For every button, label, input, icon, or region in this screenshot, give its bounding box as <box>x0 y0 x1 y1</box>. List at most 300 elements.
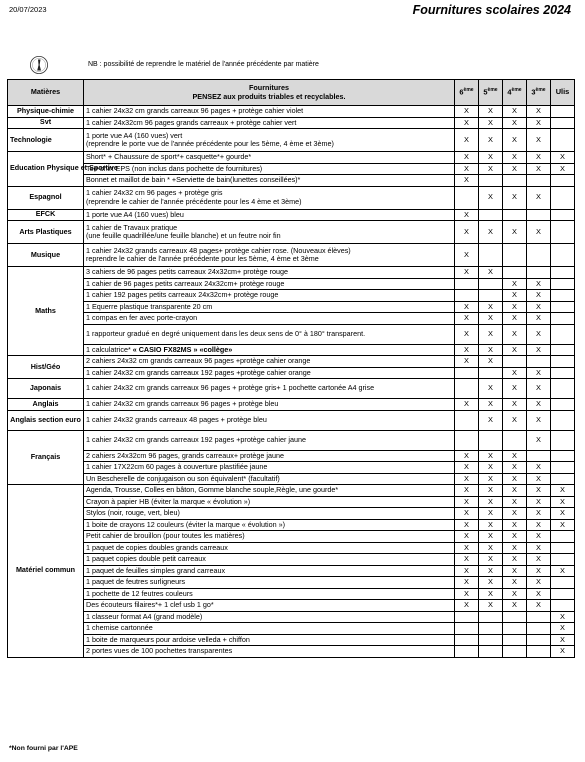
subject-cell: EFCK <box>8 209 84 221</box>
grade-mark-cell: X <box>455 473 479 485</box>
grade-mark-cell: X <box>527 117 551 129</box>
grade-mark-cell <box>551 577 575 589</box>
grade-mark-cell <box>551 554 575 566</box>
grade-mark-cell: X <box>503 462 527 474</box>
grade-mark-cell: X <box>455 344 479 356</box>
table-row <box>8 399 575 411</box>
subject-cell: Education Physique et Sportive <box>8 152 84 187</box>
item-cell <box>84 186 455 209</box>
grade-mark-cell: X <box>527 106 551 118</box>
item-line: 1 cahier 24x32 cm grands carreaux 96 pages + protège gris+ 1 pochette cartonée A4 grise <box>86 383 375 393</box>
header-fournitures-note: PENSEZ aux produits triables et recyclables. <box>192 91 346 101</box>
header-fournitures-title: Fournitures <box>249 82 289 92</box>
grade-mark-cell <box>455 410 479 430</box>
header-ulis <box>551 80 575 106</box>
grade-mark-cell <box>479 209 503 221</box>
grade-mark-cell: X <box>479 554 503 566</box>
grade-mark-cell: X <box>527 485 551 497</box>
item-line: 2 cahiers 24x32 cm grands carreaux 96 pages +protège cahier orange <box>86 356 311 366</box>
grade-mark-cell <box>455 290 479 302</box>
grade-mark-cell: X <box>479 600 503 612</box>
grade-mark-cell <box>479 367 503 379</box>
table-row <box>8 152 575 164</box>
grade-mark-cell: X <box>455 152 479 164</box>
grade-mark-cell: X <box>455 531 479 543</box>
table-row <box>8 600 575 612</box>
supplies-body <box>8 106 575 658</box>
item-cell <box>84 117 455 129</box>
subject-cell: Japonais <box>8 379 84 399</box>
grade-mark-cell: X <box>503 221 527 244</box>
grade-mark-cell: X <box>503 450 527 462</box>
item-line: 1 chemise cartonnée <box>86 623 153 633</box>
item-line: Tee-shirt EPS (non inclus dans pochette de fournitures) <box>86 163 263 173</box>
table-row <box>8 129 575 152</box>
grade-mark-cell: X <box>455 588 479 600</box>
grade-mark-cell <box>479 290 503 302</box>
item-cell <box>84 313 455 325</box>
grade-suffix: ème <box>511 87 522 94</box>
grade-mark-cell: X <box>479 344 503 356</box>
grade-mark-cell: X <box>527 600 551 612</box>
item-line: (une feuille quadrillée/une feuille blanche) et un feutre noir fin <box>86 231 281 240</box>
header-grade-4 <box>503 80 527 106</box>
footnote: *Non fourni par l'APE <box>9 745 78 752</box>
table-row <box>8 267 575 279</box>
grade-mark-cell <box>455 278 479 290</box>
grade-mark-cell: X <box>551 611 575 623</box>
grade-mark-cell: X <box>455 450 479 462</box>
grade-mark-cell: X <box>503 129 527 152</box>
grade-mark-cell: X <box>503 163 527 175</box>
item-line: (reprendre le cahier de l'année précédente pour les 4 ème et 3ème) <box>86 196 302 206</box>
grade-mark-cell <box>527 646 551 658</box>
subject-cell: Espagnol <box>8 186 84 209</box>
grade-mark-cell: X <box>479 163 503 175</box>
grade-mark-cell: X <box>479 496 503 508</box>
table-row <box>8 565 575 577</box>
nb-note: NB : possibilité de reprendre le matériel de l'année précédente par matière <box>88 61 319 68</box>
grade-mark-cell: X <box>503 600 527 612</box>
table-row <box>8 278 575 290</box>
item-line: Un Bescherelle de conjugaison ou son équivalent* (facultatif) <box>86 473 280 483</box>
item-line: 1 cahier 17X22cm 60 pages à couverture plastifiée jaune <box>86 462 268 472</box>
item-line: reprendre le cahier de l'année précédente pour les 5ème, 4 ème et 3ème <box>86 254 319 263</box>
grade-mark-cell: X <box>455 129 479 152</box>
item-line: 1 cahier 192 pages petits carreaux 24x32cm+ protège rouge <box>86 290 279 300</box>
grade-mark-cell <box>551 531 575 543</box>
grade-mark-cell: X <box>455 496 479 508</box>
item-line: 1 cahier 24x32 grands carreaux 48 pages + protège bleu <box>86 414 267 424</box>
item-line: Stylos (noir, rouge, vert, bleu) <box>86 508 180 518</box>
item-line: 1 cahier 24x32 cm grands carreaux 96 pages + protège bleu <box>86 399 279 409</box>
item-line: 1 rapporteur gradué en degré uniquement dans les deux sens de 0° à 180° transparent. <box>86 328 366 338</box>
grade-mark-cell: X <box>455 600 479 612</box>
item-cell <box>84 531 455 543</box>
item-cell <box>84 634 455 646</box>
grade-mark-cell: X <box>527 278 551 290</box>
table-row <box>8 430 575 450</box>
grade-mark-cell: X <box>527 410 551 430</box>
table-header-row <box>8 80 575 106</box>
grade-mark-cell: X <box>455 221 479 244</box>
grade-mark-cell: X <box>479 186 503 209</box>
grade-mark-cell <box>551 290 575 302</box>
grade-mark-cell <box>455 611 479 623</box>
item-cell <box>84 290 455 302</box>
grade-mark-cell: X <box>455 175 479 187</box>
header-grade-5 <box>479 80 503 106</box>
item-cell <box>84 324 455 344</box>
item-cell <box>84 344 455 356</box>
item-line: 1 cahier 24x32 cm grands carreaux 192 pages +protège cahier orange <box>86 367 311 377</box>
table-row <box>8 379 575 399</box>
school-logo-icon <box>29 55 49 75</box>
grade-mark-cell <box>455 186 479 209</box>
subject-cell: Anglais <box>8 399 84 411</box>
subject-cell: Musique <box>8 244 84 267</box>
item-cell <box>84 508 455 520</box>
grade-mark-cell: X <box>551 496 575 508</box>
grade-mark-cell: X <box>479 565 503 577</box>
grade-mark-cell: X <box>527 129 551 152</box>
grade-mark-cell: X <box>527 163 551 175</box>
item-cell <box>84 473 455 485</box>
item-line: 1 paquet de feuilles simples grand carreaux <box>86 565 226 575</box>
item-line: 2 cahiers 24x32cm 96 pages, grands carreaux+ protège jaune <box>86 450 284 460</box>
table-row <box>8 531 575 543</box>
grade-mark-cell <box>479 175 503 187</box>
table-row <box>8 634 575 646</box>
grade-mark-cell: X <box>527 221 551 244</box>
table-row <box>8 221 575 244</box>
grade-mark-cell: X <box>527 577 551 589</box>
item-line: 1 boite de crayons 12 couleurs (éviter la marque « évolution ») <box>86 519 285 529</box>
table-row <box>8 450 575 462</box>
table-row <box>8 410 575 430</box>
grade-mark-cell: X <box>479 129 503 152</box>
subject-cell: Anglais section euro <box>8 410 84 430</box>
grade-mark-cell: X <box>527 152 551 164</box>
grade-mark-cell <box>551 186 575 209</box>
grade-mark-cell: X <box>503 410 527 430</box>
grade-mark-cell: X <box>551 565 575 577</box>
table-row <box>8 290 575 302</box>
item-cell <box>84 152 455 164</box>
item-cell <box>84 430 455 450</box>
grade-mark-cell: X <box>479 301 503 313</box>
item-cell <box>84 129 455 152</box>
grade-mark-cell <box>503 175 527 187</box>
item-cell <box>84 278 455 290</box>
subject-cell: Hist/Géo <box>8 356 84 379</box>
item-line: 1 cahier de Travaux pratique <box>86 222 178 232</box>
item-line: Petit cahier de brouillon (pour toutes les matières) <box>86 531 245 541</box>
grade-mark-cell <box>479 430 503 450</box>
grade-mark-cell: X <box>479 313 503 325</box>
grade-mark-cell: X <box>527 565 551 577</box>
grade-mark-cell <box>527 175 551 187</box>
grade-label: 3 <box>531 87 536 97</box>
grade-mark-cell: X <box>479 519 503 531</box>
grade-mark-cell: X <box>455 267 479 279</box>
item-cell <box>84 542 455 554</box>
grade-mark-cell: X <box>503 324 527 344</box>
item-line: 1 cahier 24x32 cm 96 pages + protège gris <box>86 188 223 198</box>
grade-mark-cell <box>551 430 575 450</box>
grade-mark-cell <box>503 646 527 658</box>
grade-mark-cell <box>551 600 575 612</box>
grade-mark-cell: X <box>479 531 503 543</box>
grade-mark-cell: X <box>479 117 503 129</box>
grade-mark-cell: X <box>527 399 551 411</box>
item-cell <box>84 399 455 411</box>
grade-mark-cell: X <box>479 450 503 462</box>
item-line: 2 portes vues de 100 pochettes transparentes <box>86 646 233 656</box>
grade-mark-cell: X <box>479 542 503 554</box>
item-cell <box>84 496 455 508</box>
grade-mark-cell <box>551 129 575 152</box>
grade-mark-cell <box>551 588 575 600</box>
grade-mark-cell: X <box>503 186 527 209</box>
item-cell <box>84 623 455 635</box>
grade-mark-cell <box>551 450 575 462</box>
grade-mark-cell: X <box>455 554 479 566</box>
grade-mark-cell <box>551 117 575 129</box>
grade-mark-cell: X <box>479 379 503 399</box>
grade-mark-cell <box>551 410 575 430</box>
table-row <box>8 554 575 566</box>
grade-mark-cell: X <box>503 577 527 589</box>
grade-mark-cell <box>503 209 527 221</box>
grade-mark-cell: X <box>527 313 551 325</box>
item-line: 1 porte vue A4 (160 vues) bleu <box>86 209 184 219</box>
grade-mark-cell: X <box>479 356 503 368</box>
grade-mark-cell: X <box>503 588 527 600</box>
item-cell <box>84 410 455 430</box>
grade-mark-cell <box>503 611 527 623</box>
document-date: 20/07/2023 <box>9 5 47 14</box>
grade-mark-cell: X <box>479 221 503 244</box>
item-line: 1 porte vue A4 (160 vues) vert <box>86 130 183 140</box>
item-cell <box>84 600 455 612</box>
grade-mark-cell: X <box>503 278 527 290</box>
grade-mark-cell: X <box>503 473 527 485</box>
table-row <box>8 473 575 485</box>
grade-mark-cell <box>527 623 551 635</box>
grade-mark-cell: X <box>527 379 551 399</box>
grade-mark-cell: X <box>527 519 551 531</box>
subject-cell: Matériel commun <box>8 485 84 658</box>
item-cell <box>84 462 455 474</box>
grade-mark-cell <box>479 623 503 635</box>
item-cell <box>84 301 455 313</box>
grade-mark-cell <box>503 267 527 279</box>
grade-mark-cell <box>551 473 575 485</box>
item-cell <box>84 565 455 577</box>
grade-label: 5 <box>483 87 488 97</box>
grade-mark-cell <box>479 646 503 658</box>
item-cell <box>84 450 455 462</box>
grade-mark-cell: X <box>479 106 503 118</box>
subject-cell: Svt <box>8 117 84 129</box>
item-line: 1 cahier 24x32cm 96 pages grands carreaux + protège cahier vert <box>86 117 297 127</box>
grade-mark-cell <box>455 379 479 399</box>
grade-mark-cell: X <box>455 542 479 554</box>
table-row <box>8 117 575 129</box>
supplies-table <box>7 79 575 658</box>
grade-mark-cell <box>455 430 479 450</box>
grade-mark-cell: X <box>479 462 503 474</box>
grade-label: 4 <box>507 87 512 97</box>
grade-mark-cell <box>551 344 575 356</box>
item-line: 1 calculatrice* « CASIO FX82MS » «collège» <box>86 344 233 354</box>
grade-mark-cell <box>551 462 575 474</box>
table-row <box>8 356 575 368</box>
grade-mark-cell: X <box>503 508 527 520</box>
item-line: Crayon à papier HB (éviter la marque « évolution ») <box>86 496 251 506</box>
grade-mark-cell <box>479 278 503 290</box>
grade-mark-cell <box>527 267 551 279</box>
subject-cell: Arts Plastiques <box>8 221 84 244</box>
grade-mark-cell: X <box>527 430 551 450</box>
grade-mark-cell <box>455 623 479 635</box>
grade-mark-cell: X <box>455 313 479 325</box>
grade-label: Ulis <box>555 87 570 97</box>
table-row <box>8 367 575 379</box>
grade-suffix: ème <box>487 87 498 94</box>
grade-mark-cell <box>455 367 479 379</box>
item-line: 1 cahier de 96 pages petits carreaux 24x32cm+ protège rouge <box>86 278 285 288</box>
table-row <box>8 163 575 175</box>
item-line: 1 classeur format A4 (grand modèle) <box>86 611 203 621</box>
grade-mark-cell <box>455 646 479 658</box>
grade-mark-cell <box>551 267 575 279</box>
grade-mark-cell: X <box>479 152 503 164</box>
item-cell <box>84 163 455 175</box>
grade-mark-cell: X <box>455 324 479 344</box>
item-line: 1 cahier 24x32 cm grands carreaux 96 pages + protège cahier violet <box>86 106 304 116</box>
grade-mark-cell: X <box>479 485 503 497</box>
item-line: Des écouteurs filaires*+ 1 clef usb 1 go* <box>86 600 214 610</box>
grade-mark-cell: X <box>455 519 479 531</box>
subject-cell: Maths <box>8 267 84 356</box>
subject-cell: Physique-chimie <box>8 106 84 118</box>
subject-cell: Technologie <box>8 129 84 152</box>
grade-mark-cell <box>551 313 575 325</box>
grade-mark-cell: X <box>455 244 479 267</box>
grade-suffix: ème <box>535 87 546 94</box>
table-row <box>8 462 575 474</box>
grade-mark-cell: X <box>455 485 479 497</box>
grade-mark-cell: X <box>551 623 575 635</box>
grade-mark-cell: X <box>503 554 527 566</box>
grade-mark-cell: X <box>503 399 527 411</box>
table-row <box>8 496 575 508</box>
grade-mark-cell: X <box>527 324 551 344</box>
grade-mark-cell: X <box>479 324 503 344</box>
table-row <box>8 244 575 267</box>
table-row <box>8 519 575 531</box>
header-matieres: Matières <box>8 80 84 106</box>
grade-mark-cell: X <box>455 163 479 175</box>
grade-mark-cell <box>551 106 575 118</box>
table-row <box>8 175 575 187</box>
table-row <box>8 623 575 635</box>
grade-mark-cell: X <box>455 301 479 313</box>
grade-mark-cell <box>503 356 527 368</box>
grade-mark-cell: X <box>551 646 575 658</box>
grade-mark-cell <box>479 634 503 646</box>
table-row <box>8 485 575 497</box>
item-line: 1 compas en fer avec porte-crayon <box>86 313 198 323</box>
table-row <box>8 611 575 623</box>
grade-mark-cell: X <box>503 496 527 508</box>
grade-mark-cell: X <box>551 634 575 646</box>
table-row <box>8 646 575 658</box>
grade-mark-cell <box>551 244 575 267</box>
item-line: Bonnet et maillot de bain * +Serviette de bain(lunettes conseillées)* <box>86 175 301 185</box>
item-cell <box>84 485 455 497</box>
grade-mark-cell <box>527 244 551 267</box>
grade-mark-cell <box>551 399 575 411</box>
grade-mark-cell: X <box>479 473 503 485</box>
grade-mark-cell: X <box>455 356 479 368</box>
item-cell <box>84 356 455 368</box>
item-line: 1 paquet copies double petit carreaux <box>86 554 206 564</box>
item-line: Agenda, Trousse, Colles en bâton, Gomme blanche souple,Règle, une gourde* <box>86 485 339 495</box>
page-title: Fournitures scolaires 2024 <box>412 3 571 17</box>
table-row <box>8 209 575 221</box>
item-line: 1 pochette de 12 feutres couleurs <box>86 588 193 598</box>
grade-mark-cell <box>551 209 575 221</box>
grade-mark-cell: X <box>527 186 551 209</box>
grade-mark-cell <box>551 367 575 379</box>
calculator-model: « CASIO FX82MS » «collège» <box>132 344 233 354</box>
table-row <box>8 542 575 554</box>
table-row <box>8 588 575 600</box>
grade-mark-cell <box>551 324 575 344</box>
grade-mark-cell: X <box>503 485 527 497</box>
grade-mark-cell: X <box>455 462 479 474</box>
item-cell <box>84 244 455 267</box>
grade-mark-cell: X <box>503 531 527 543</box>
grade-mark-cell: X <box>503 117 527 129</box>
grade-mark-cell <box>551 221 575 244</box>
grade-mark-cell <box>503 634 527 646</box>
grade-mark-cell: X <box>551 485 575 497</box>
grade-mark-cell: X <box>455 508 479 520</box>
grade-mark-cell <box>527 611 551 623</box>
grade-mark-cell: X <box>527 531 551 543</box>
grade-mark-cell: X <box>551 152 575 164</box>
item-line: 1 paquet de copies doubles grands carreaux <box>86 542 228 552</box>
item-cell <box>84 577 455 589</box>
item-line: 3 cahiers de 96 pages petits carreaux 24x32cm+ protège rouge <box>86 267 288 277</box>
item-line: 1 cahier 24x32 cm grands carreaux 192 pages +protège cahier jaune <box>86 434 306 444</box>
grade-mark-cell <box>551 379 575 399</box>
item-cell <box>84 106 455 118</box>
grade-mark-cell: X <box>527 542 551 554</box>
grade-mark-cell: X <box>503 313 527 325</box>
grade-mark-cell: X <box>503 542 527 554</box>
header-grade-6 <box>455 80 479 106</box>
grade-mark-cell: X <box>527 588 551 600</box>
grade-mark-cell: X <box>527 367 551 379</box>
subject-cell: Français <box>8 430 84 485</box>
table-row <box>8 508 575 520</box>
header-grade-3 <box>527 80 551 106</box>
